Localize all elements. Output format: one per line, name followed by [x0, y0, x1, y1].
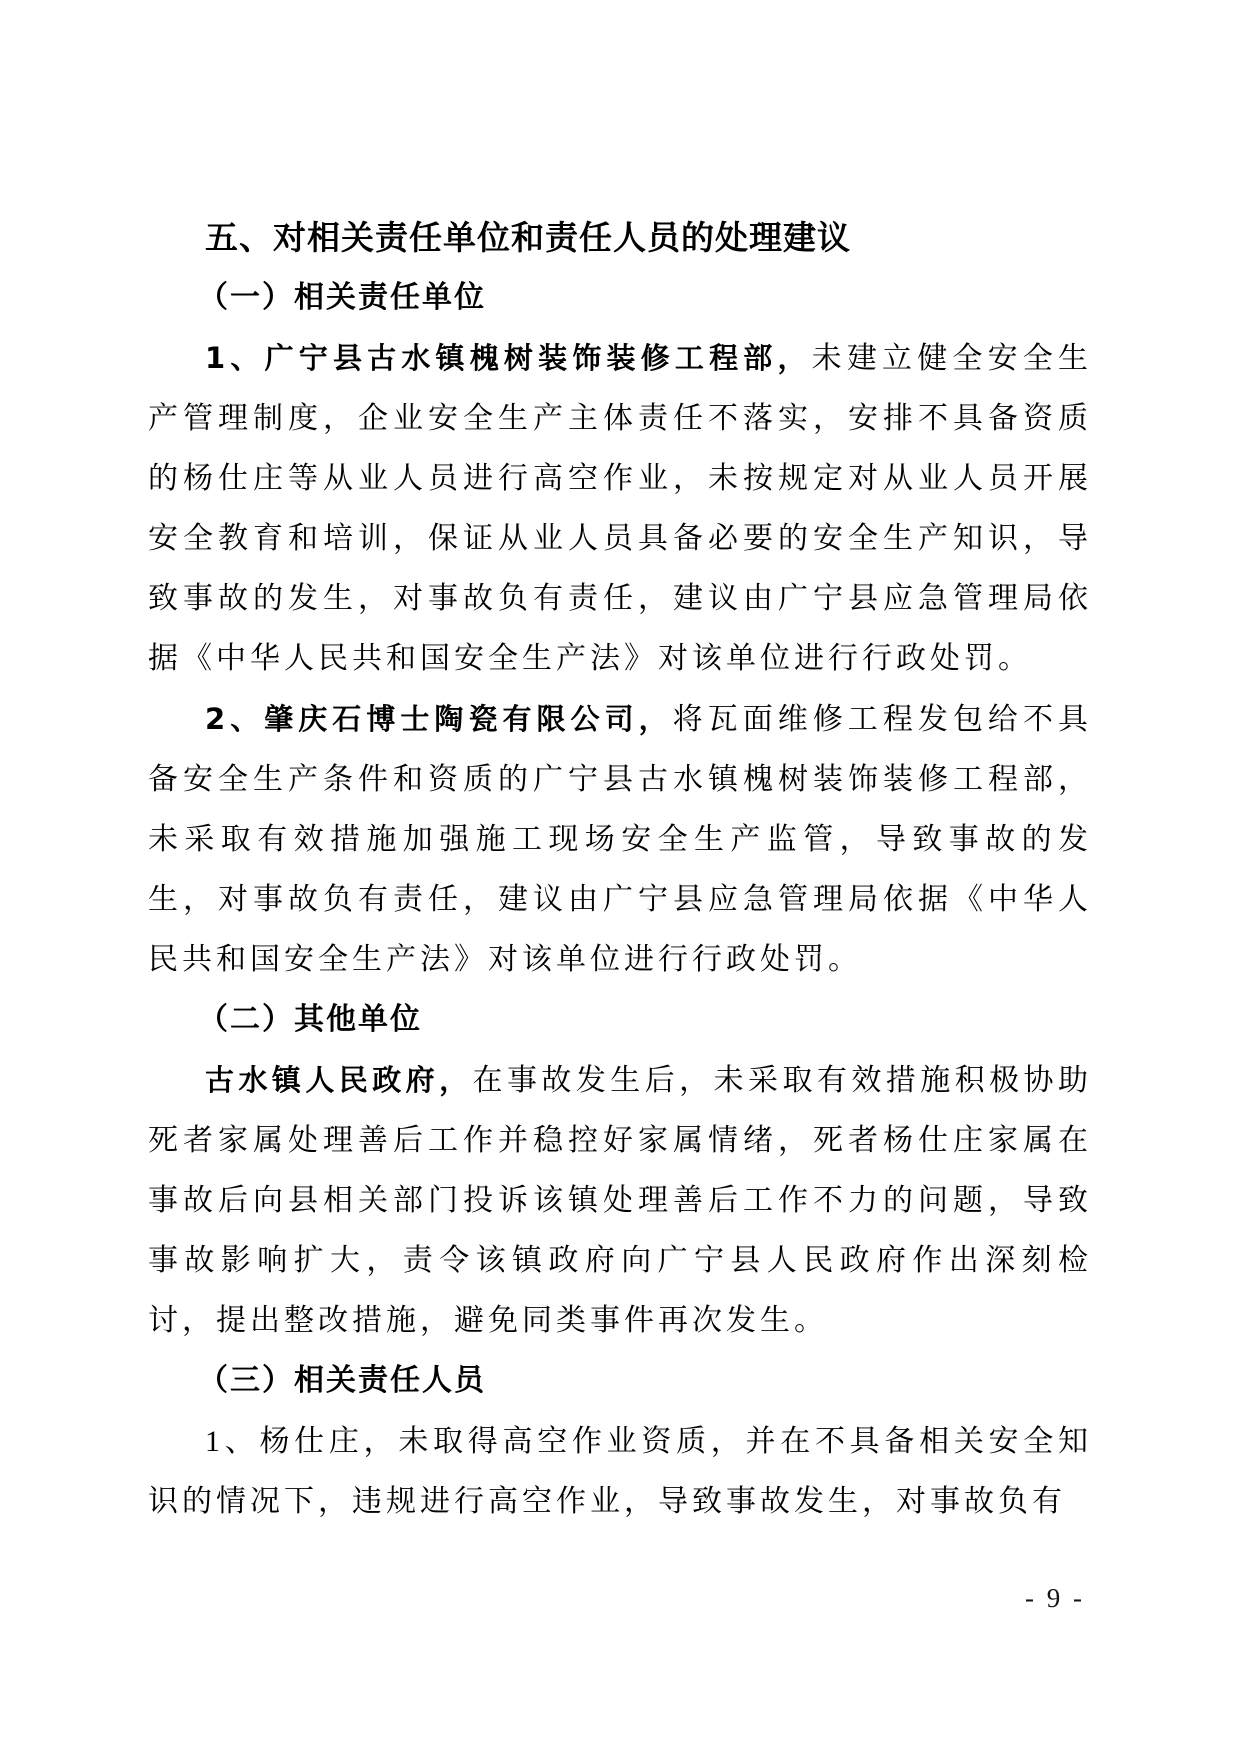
section-heading-other-units: （二）其他单位: [198, 1003, 422, 1036]
paragraph-unit-1: [148, 328, 1092, 689]
paragraph-text: 在事故发生后，未采取有效措施积极协助死者家属处理善后工作并稳控好家属情绪，死者杨仕庄家属在事故后向县相关部门投诉该镇处理善后工作不力的问题，导致事故影响扩大，责令该镇政府向广宁县人民政府作出深刻检讨，提出整改措施，避免同类事件再次发生。: [148, 1064, 1092, 1337]
paragraph-person-1: [148, 1411, 1092, 1532]
paragraph-unit-2: [148, 689, 1092, 990]
section-heading-responsible-units: （一）相关责任单位: [198, 281, 486, 314]
main-heading: 五、对相关责任单位和责任人员的处理建议: [205, 218, 851, 257]
paragraph-lead: 1、广宁县古水镇槐树装饰装修工程部，: [205, 341, 812, 375]
paragraph-lead: 2、肇庆石博士陶瓷有限公司，: [205, 702, 673, 736]
paragraph-lead: 古水镇人民政府，: [205, 1063, 473, 1097]
paragraph-text: 1、杨仕庄，未取得高空作业资质，并在不具备相关安全知识的情况下，违规进行高空作业，导致事故发生，对事故负有: [148, 1425, 1092, 1518]
paragraph-text: 将瓦面维修工程发包给不具备安全生产条件和资质的广宁县古水镇槐树装饰装修工程部，未采取有效措施加强施工现场安全生产监管，导致事故的发生，对事故负有责任，建议由广宁县应急管理局依据《中华人民共和国安全生产法》对该单位进行行政处罚。: [148, 703, 1092, 976]
document-body: [148, 208, 1092, 1532]
paragraph-text: 未建立健全安全生产管理制度，企业安全生产主体责任不落实，安排不具备资质的杨仕庄等从业人员进行高空作业，未按规定对从业人员开展安全教育和培训，保证从业人员具备必要的安全生产知识，导致事故的发生，对事故负有责任，建议由广宁县应急管理局依据《中华人民共和国安全生产法》对该单位进行行政处罚。: [148, 342, 1093, 675]
paragraph-other-unit: [148, 1050, 1092, 1351]
section-heading-responsible-persons: （三）相关责任人员: [198, 1364, 486, 1397]
page-number: - 9 -: [1025, 1583, 1085, 1613]
